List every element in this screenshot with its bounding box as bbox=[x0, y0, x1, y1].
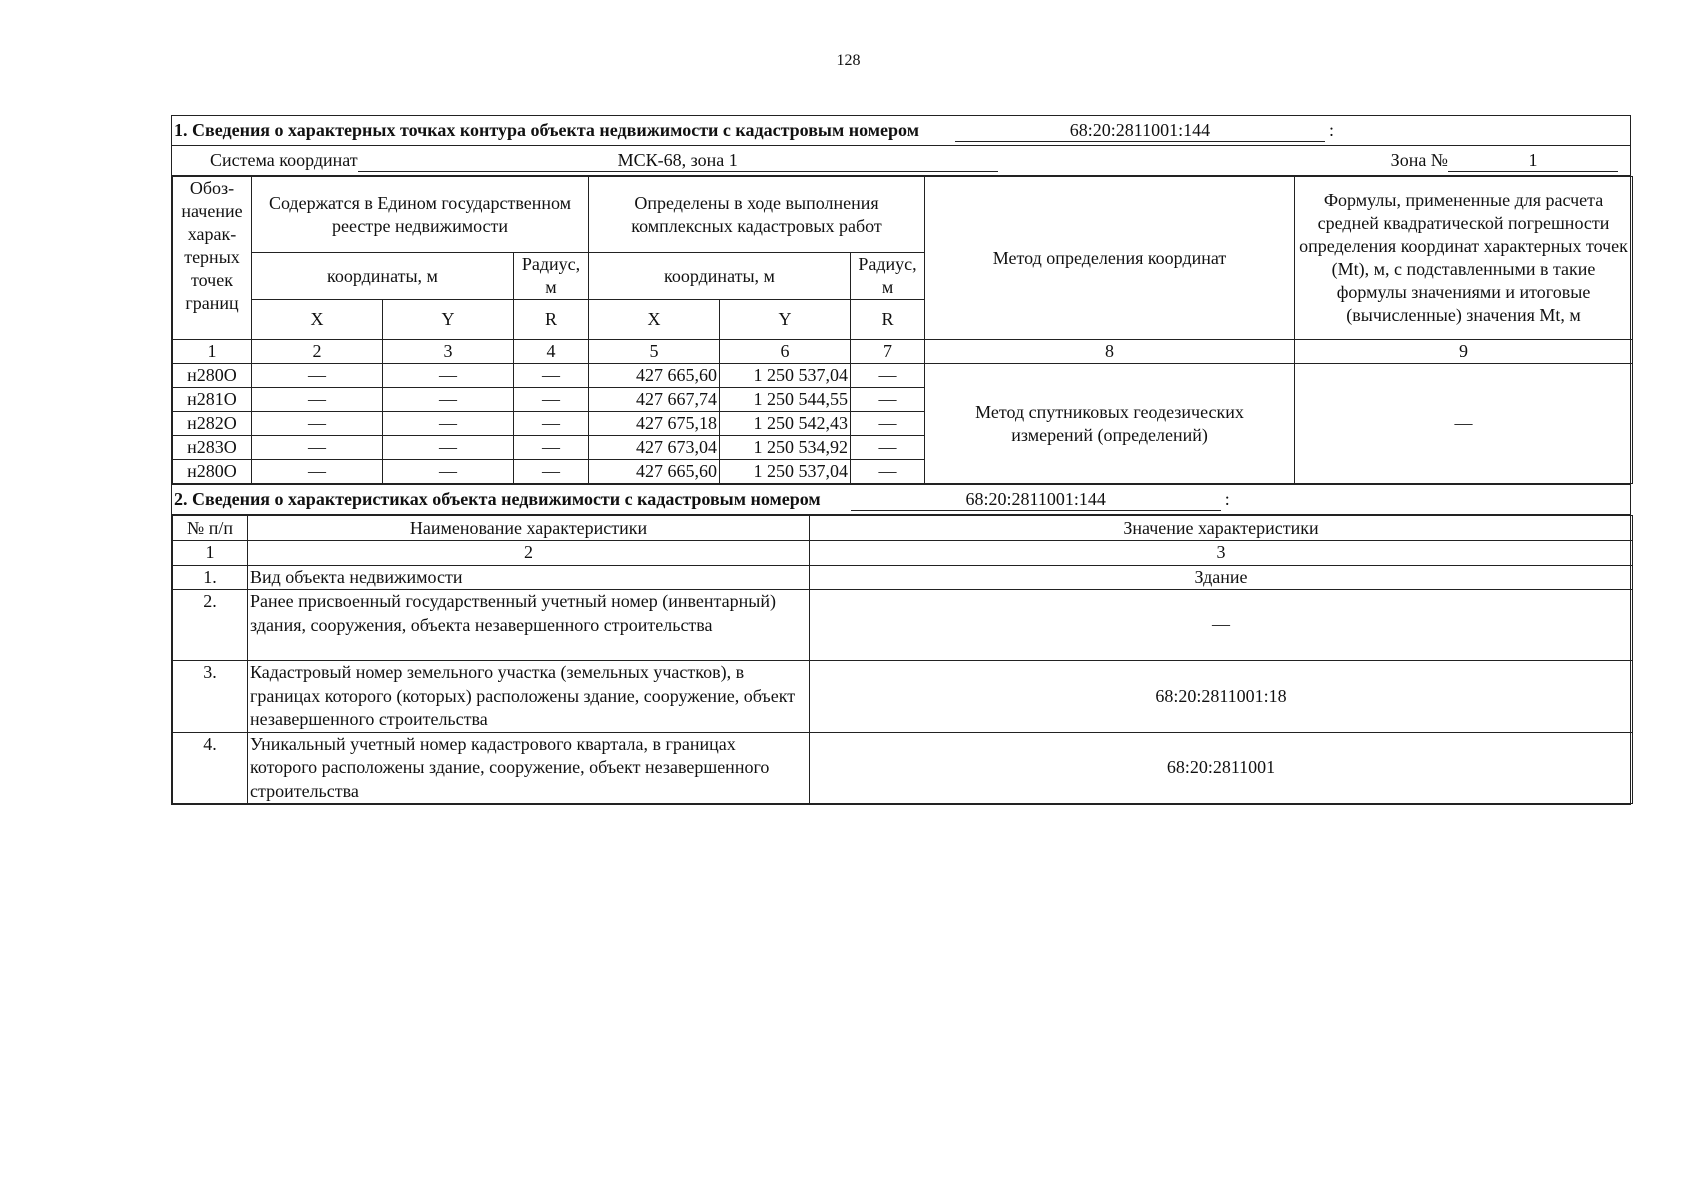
header-ckr: Определены в ходе выполнения комплексных кадастровых работ bbox=[589, 177, 925, 253]
header-egrn-x: X bbox=[252, 300, 383, 340]
radius: — bbox=[851, 364, 925, 388]
header-formulas: Формулы, примененные для расчета средней квадратической погрешности определения координат характерных точек (Mt), м, с подставленными в такие формулы значениями и итоговые (вычисленные) значения Mt, м bbox=[1295, 177, 1633, 340]
radius: — bbox=[851, 412, 925, 436]
section2-title: 2. Сведения о характеристиках объекта недвижимости с кадастровым номером bbox=[174, 489, 821, 509]
section2-title-row bbox=[172, 484, 1630, 515]
coord-system-value: МСК-68, зона 1 bbox=[358, 149, 998, 172]
x-coord: 427 673,04 bbox=[589, 436, 720, 460]
column-number: 3 bbox=[383, 340, 514, 364]
section2-cadastral-number: 68:20:2811001:144 bbox=[851, 488, 1221, 511]
point-name: н282О bbox=[173, 412, 252, 436]
x-coord: 427 665,60 bbox=[589, 460, 720, 484]
column-number: 9 bbox=[1295, 340, 1633, 364]
y-coord: 1 250 537,04 bbox=[720, 460, 851, 484]
characteristics-table bbox=[172, 515, 1633, 804]
row-number: 3. bbox=[173, 661, 248, 733]
characteristic-name: Ранее присвоенный государственный учетный номер (инвентарный) здания, сооружения, объекта незавершенного строительства bbox=[248, 590, 810, 661]
header-designation: Обоз-начение харак-терных точек границ bbox=[173, 177, 252, 340]
table-row bbox=[173, 590, 1633, 661]
characteristic-name: Вид объекта недвижимости bbox=[248, 565, 810, 590]
column-number: 6 bbox=[720, 340, 851, 364]
coord-system-label: Система координат bbox=[210, 150, 358, 170]
method-value: Метод спутниковых геодезических измерений (определений) bbox=[925, 364, 1295, 484]
y-egrn: — bbox=[383, 412, 514, 436]
header-ckr-coords: координаты, м bbox=[589, 253, 851, 300]
header-egrn-y: Y bbox=[383, 300, 514, 340]
characteristic-value: 68:20:2811001:18 bbox=[810, 661, 1633, 733]
y-egrn: — bbox=[383, 364, 514, 388]
zone-label: Зона № bbox=[1390, 150, 1448, 170]
characteristic-name: Кадастровый номер земельного участка (земельных участков), в границах которого (которых) расположены здание, сооружение, объект незавершенного строительства bbox=[248, 661, 810, 733]
column-number-row bbox=[173, 340, 1633, 364]
section1-suffix: : bbox=[1328, 120, 1334, 140]
column-number: 2 bbox=[252, 340, 383, 364]
section1-title: 1. Сведения о характерных точках контура объекта недвижимости с кадастровым номером bbox=[174, 120, 919, 140]
section1-cadastral-number: 68:20:2811001:144 bbox=[955, 119, 1325, 142]
y-egrn: — bbox=[383, 436, 514, 460]
header-method: Метод определения координат bbox=[925, 177, 1295, 340]
x-egrn: — bbox=[252, 436, 383, 460]
r-egrn: — bbox=[514, 436, 589, 460]
header-ckr-x: X bbox=[589, 300, 720, 340]
header-egrn: Содержатся в Едином государственном реестре недвижимости bbox=[252, 177, 589, 253]
column-number: 7 bbox=[851, 340, 925, 364]
table-row bbox=[173, 732, 1633, 804]
r-egrn: — bbox=[514, 460, 589, 484]
table-row bbox=[173, 565, 1633, 590]
y-egrn: — bbox=[383, 460, 514, 484]
y-coord: 1 250 542,43 bbox=[720, 412, 851, 436]
column-number: 2 bbox=[248, 541, 810, 566]
formula-value: — bbox=[1295, 364, 1633, 484]
table-row bbox=[173, 364, 1633, 388]
row-number: 4. bbox=[173, 732, 248, 804]
characteristic-value: Здание bbox=[810, 565, 1633, 590]
column-number: 1 bbox=[173, 541, 248, 566]
r-egrn: — bbox=[514, 364, 589, 388]
x-egrn: — bbox=[252, 388, 383, 412]
section2-suffix: : bbox=[1224, 489, 1230, 509]
radius: — bbox=[851, 460, 925, 484]
point-name: н283О bbox=[173, 436, 252, 460]
points-table bbox=[172, 176, 1633, 484]
header-ckr-radius: Радиус, м bbox=[851, 253, 925, 300]
cadastral-sheet bbox=[171, 115, 1631, 805]
column-number: 3 bbox=[810, 541, 1633, 566]
r-egrn: — bbox=[514, 388, 589, 412]
header-value: Значение характеристики bbox=[810, 516, 1633, 541]
column-number-row bbox=[173, 541, 1633, 566]
header-egrn-r: R bbox=[514, 300, 589, 340]
y-coord: 1 250 544,55 bbox=[720, 388, 851, 412]
row-number: 2. bbox=[173, 590, 248, 661]
table-row bbox=[173, 661, 1633, 733]
column-number: 4 bbox=[514, 340, 589, 364]
y-coord: 1 250 534,92 bbox=[720, 436, 851, 460]
coordinate-system-row bbox=[172, 146, 1630, 176]
column-number: 1 bbox=[173, 340, 252, 364]
header-egrn-radius: Радиус, м bbox=[514, 253, 589, 300]
zone-value: 1 bbox=[1448, 149, 1618, 172]
x-coord: 427 665,60 bbox=[589, 364, 720, 388]
characteristic-value: 68:20:2811001 bbox=[810, 732, 1633, 804]
characteristic-name: Уникальный учетный номер кадастрового квартала, в границах которого расположены здание, сооружение, объект незавершенного строительства bbox=[248, 732, 810, 804]
header-ckr-y: Y bbox=[720, 300, 851, 340]
point-name: н280О bbox=[173, 460, 252, 484]
characteristic-value: — bbox=[810, 590, 1633, 661]
section1-title-row bbox=[172, 116, 1630, 146]
radius: — bbox=[851, 388, 925, 412]
header-ckr-r: R bbox=[851, 300, 925, 340]
header-egrn-coords: координаты, м bbox=[252, 253, 514, 300]
column-number: 8 bbox=[925, 340, 1295, 364]
x-egrn: — bbox=[252, 364, 383, 388]
header-num: № п/п bbox=[173, 516, 248, 541]
column-number: 5 bbox=[589, 340, 720, 364]
x-coord: 427 675,18 bbox=[589, 412, 720, 436]
header-name: Наименование характеристики bbox=[248, 516, 810, 541]
row-number: 1. bbox=[173, 565, 248, 590]
radius: — bbox=[851, 436, 925, 460]
page-number: 128 bbox=[836, 52, 861, 69]
x-egrn: — bbox=[252, 460, 383, 484]
x-coord: 427 667,74 bbox=[589, 388, 720, 412]
x-egrn: — bbox=[252, 412, 383, 436]
point-name: н280О bbox=[173, 364, 252, 388]
r-egrn: — bbox=[514, 412, 589, 436]
y-coord: 1 250 537,04 bbox=[720, 364, 851, 388]
y-egrn: — bbox=[383, 388, 514, 412]
point-name: н281О bbox=[173, 388, 252, 412]
